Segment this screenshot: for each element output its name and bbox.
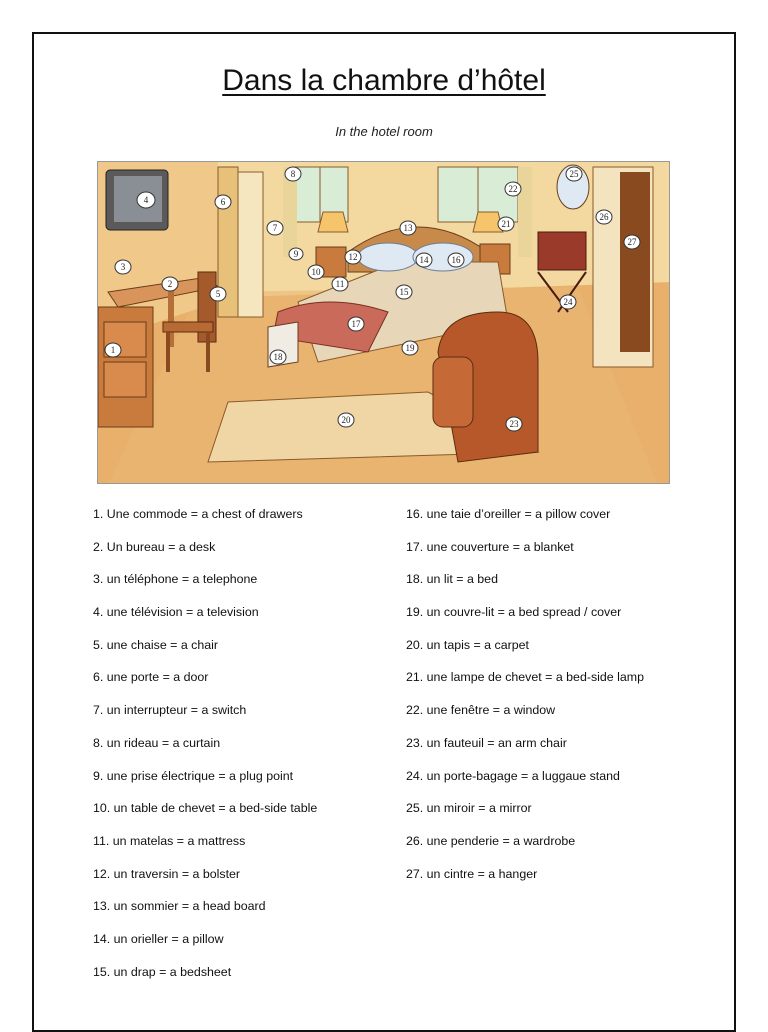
label-marker [396, 285, 412, 299]
svg-text:20: 20 [341, 415, 351, 425]
label-marker [416, 253, 432, 267]
svg-text:19: 19 [405, 343, 415, 353]
vocab-item: 9. une prise électrique = a plug point [93, 768, 294, 783]
vocab-item: 25. un miroir = a mirror [406, 801, 532, 816]
label-marker [267, 221, 283, 235]
label-marker [560, 295, 576, 309]
vocab-item: 23. un fauteuil = an arm chair [406, 735, 567, 750]
hotel-room-illustration [97, 161, 670, 484]
vocab-item: 7. un interrupteur = a switch [93, 703, 247, 718]
page-subtitle: In the hotel room [335, 124, 433, 139]
vocab-list-left [93, 506, 317, 996]
vocab-item: 17. une couverture = a blanket [406, 539, 574, 554]
svg-text:4: 4 [143, 195, 149, 205]
vocab-item: 5. une chaise = a chair [93, 637, 219, 652]
vocab-item: 11. un matelas = a mattress [93, 833, 246, 848]
label-marker [289, 248, 303, 260]
vocab-item: 21. une lampe de chevet = a bed-side lamp [406, 670, 644, 685]
vocab-item: 2. Un bureau = a desk [93, 539, 216, 554]
label-marker [448, 253, 464, 267]
svg-text:11: 11 [335, 279, 345, 289]
wardrobe [593, 167, 653, 367]
svg-text:26: 26 [599, 212, 609, 222]
svg-text:2: 2 [167, 279, 173, 289]
svg-text:27: 27 [627, 237, 637, 247]
vocab-item: 24. un porte-bagage = a luggaue stand [406, 768, 620, 783]
label-marker [338, 413, 354, 427]
label-marker [566, 167, 582, 181]
vocab-item: 3. un téléphone = a telephone [93, 572, 258, 587]
svg-text:8: 8 [290, 169, 296, 179]
vocab-item: 1. Une commode = a chest of drawers [93, 507, 303, 521]
vocab-item: 22. une fenêtre = a window [406, 703, 556, 718]
label-marker [115, 260, 131, 274]
svg-text:7: 7 [272, 223, 278, 233]
vocab-item: 15. un drap = a bedsheet [93, 964, 232, 979]
vocab-item: 10. un table de chevet = a bed-side table [93, 801, 318, 816]
page-title: Dans la chambre d’hôtel [222, 64, 546, 97]
vocab-item: 13. un sommier = a head board [93, 899, 266, 914]
vocab-item: 4. une télévision = a television [93, 605, 259, 620]
label-marker [162, 277, 178, 291]
vocab-item: 16. une taie d’oreiller = a pillow cover [406, 507, 611, 521]
label-marker [505, 182, 521, 196]
label-marker [308, 265, 324, 279]
label-marker [285, 167, 301, 181]
label-marker [624, 235, 640, 249]
label-marker [506, 417, 522, 431]
bed-side-lamp [318, 212, 348, 232]
svg-text:18: 18 [273, 352, 283, 362]
svg-text:22: 22 [508, 184, 518, 194]
svg-text:16: 16 [451, 255, 461, 265]
label-marker [596, 210, 612, 224]
vocab-item: 20. un tapis = a carpet [406, 637, 529, 652]
svg-text:21: 21 [501, 219, 511, 229]
label-marker [215, 195, 231, 209]
label-marker [105, 343, 121, 357]
svg-text:14: 14 [419, 255, 429, 265]
svg-text:13: 13 [403, 223, 413, 233]
vocab-item: 19. un couvre-lit = a bed spread / cover [406, 605, 622, 620]
vocab-item: 27. un cintre = a hanger [406, 866, 538, 881]
vocab-item: 6. une porte = a door [93, 670, 209, 685]
label-marker [332, 277, 348, 291]
vocab-item: 26. une penderie = a wardrobe [406, 833, 576, 848]
chest-of-drawers [98, 307, 153, 427]
vocab-item: 8. un rideau = a curtain [93, 735, 221, 750]
svg-text:6: 6 [220, 197, 226, 207]
label-marker [210, 287, 226, 301]
svg-text:9: 9 [293, 249, 299, 259]
label-marker [498, 217, 514, 231]
svg-text:15: 15 [399, 287, 409, 297]
label-marker [137, 192, 155, 208]
svg-text:5: 5 [215, 289, 221, 299]
svg-text:3: 3 [120, 262, 126, 272]
svg-text:24: 24 [563, 297, 573, 307]
label-marker [270, 350, 286, 364]
svg-text:1: 1 [110, 345, 116, 355]
svg-text:17: 17 [351, 319, 361, 329]
svg-text:12: 12 [348, 252, 358, 262]
vocab-list-right [406, 506, 644, 898]
label-marker [400, 221, 416, 235]
vocab-item: 18. un lit = a bed [406, 572, 498, 587]
label-marker [402, 341, 418, 355]
vocab-item: 14. un orieller = a pillow [93, 931, 224, 946]
svg-text:10: 10 [311, 267, 321, 277]
vocab-item: 12. un traversin = a bolster [93, 866, 241, 881]
svg-text:23: 23 [509, 419, 519, 429]
label-marker [345, 250, 361, 264]
svg-text:25: 25 [569, 169, 579, 179]
label-marker [348, 317, 364, 331]
